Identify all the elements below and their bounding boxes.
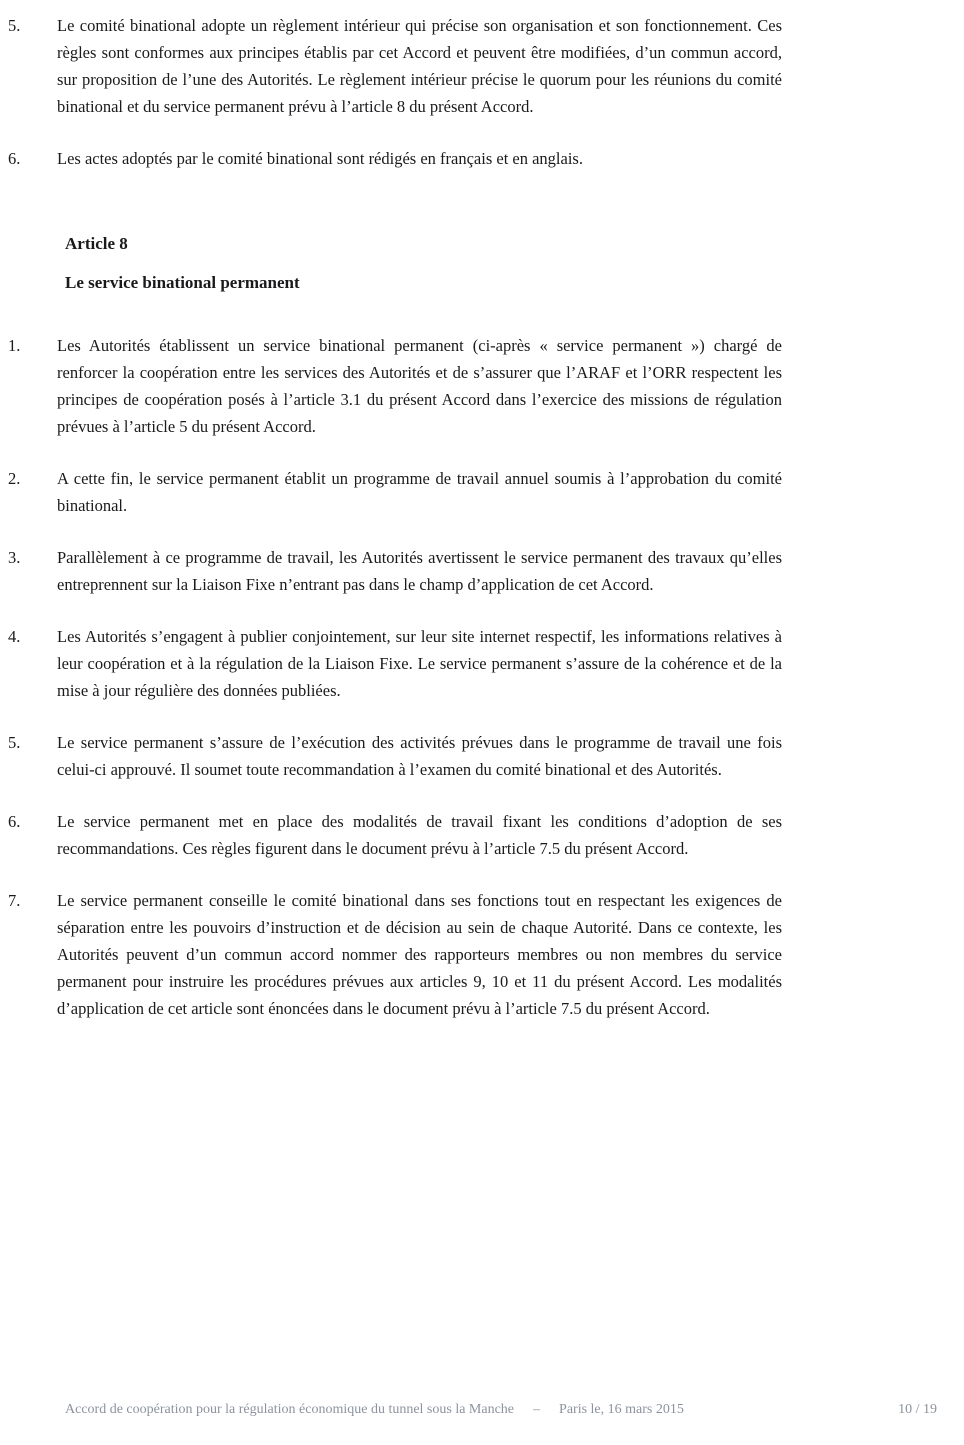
list-item: [0, 887, 964, 1022]
list-item: [0, 12, 964, 120]
list-item: [0, 808, 964, 862]
item-text: Les Autorités établissent un service binational permanent (ci-après « service permanent ») chargé de renforcer la coopération entre les services des Autorités et de s’assurer que l’ARAF et l’ORR respectent les principes de coopération posés à l’article 3.1 du présent Accord dans l’exercice des missions de régulation prévues à l’article 5 du présent Accord.: [57, 336, 782, 436]
list-item: [0, 729, 964, 783]
list-item: [0, 544, 964, 598]
item-number: 5.: [8, 16, 21, 35]
page-number: 10 / 19: [898, 1402, 937, 1417]
article-heading: Article 8: [65, 234, 128, 253]
footer-document-title: Accord de coopération pour la régulation économique du tunnel sous la Manche: [65, 1402, 515, 1417]
article-subtitle: Le service binational permanent: [65, 273, 300, 292]
footer-separator: –: [533, 1402, 541, 1417]
item-text: Parallèlement à ce programme de travail, les Autorités avertissent le service permanent des travaux qu’elles entreprennent sur la Liaison Fixe n’entrant pas dans le champ d’application de cet Accord.: [57, 548, 782, 594]
item-number: 5.: [8, 733, 21, 752]
item-text: Les actes adoptés par le comité binational sont rédigés en français et en anglais.: [57, 149, 583, 168]
item-number: 7.: [8, 891, 21, 910]
item-number: 3.: [8, 548, 21, 567]
list-item: [0, 332, 964, 440]
item-text: Le service permanent conseille le comité binational dans ses fonctions tout en respectant les exigences de séparation entre les pouvoirs d’instruction et de décision au sein de chaque Autorité. Dans ce contexte, les Autorités peuvent d’un commun accord nommer des rapporteurs membres ou non membres du service permanent pour instruire les procédures prévues aux articles 9, 10 et 11 du présent Accord. Les modalités d’application de cet article sont énoncées dans le document prévu à l’article 7.5 du présent Accord.: [57, 891, 782, 1018]
footer-date: Paris le, 16 mars 2015: [559, 1402, 684, 1417]
list-item: [0, 145, 964, 172]
item-number: 6.: [8, 812, 21, 831]
item-number: 1.: [8, 336, 21, 355]
item-number: 4.: [8, 627, 21, 646]
item-text: Le comité binational adopte un règlement intérieur qui précise son organisation et son fonctionnement. Ces règles sont conformes aux principes établis par cet Accord et peuvent être modifiées, d’un commun accord, sur proposition de l’une des Autorités. Le règlement intérieur précise le quorum pour les réunions du comité binational et du service permanent prévu à l’article 8 du présent Accord.: [57, 16, 782, 116]
item-text: Le service permanent met en place des modalités de travail fixant les conditions d’adoption de ses recommandations. Ces règles figurent dans le document prévu à l’article 7.5 du présent Accord.: [57, 812, 782, 858]
item-text: Les Autorités s’engagent à publier conjointement, sur leur site internet respectif, les informations relatives à leur coopération et à la régulation de la Liaison Fixe. Le service permanent s’assure de la cohérence et de la mise à jour régulière des données publiées.: [57, 627, 782, 700]
page-footer: [65, 1401, 937, 1419]
item-number: 6.: [8, 149, 21, 168]
item-text: Le service permanent s’assure de l’exécution des activités prévues dans le programme de travail une fois celui-ci approuvé. Il soumet toute recommandation à l’examen du comité binational et des Autorités.: [57, 733, 782, 779]
item-text: A cette fin, le service permanent établit un programme de travail annuel soumis à l’approbation du comité binational.: [57, 469, 782, 515]
list-item: [0, 623, 964, 704]
item-number: 2.: [8, 469, 21, 488]
list-item: [0, 465, 964, 519]
